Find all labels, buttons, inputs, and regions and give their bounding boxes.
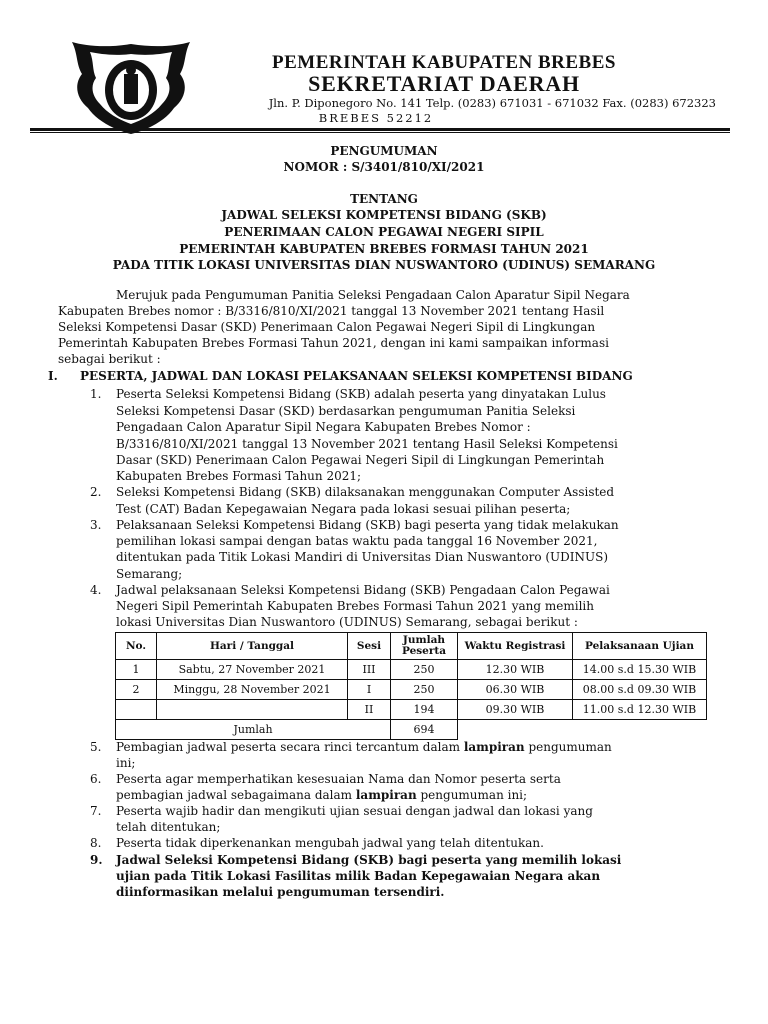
list-item-line: Negeri Sipil Pemerintah Kabupaten Brebes Formasi Tahun 2021 yang memilih: [116, 599, 595, 613]
section-number: I.: [48, 369, 58, 383]
table-cell: [157, 700, 348, 720]
announcement-about: TENTANG: [350, 192, 418, 206]
header-secretariat: SEKRETARIAT DAERAH: [308, 71, 580, 96]
column-header: Pelaksanaan Ujian: [573, 633, 707, 660]
list-item-line: Peserta Seleksi Kompetensi Bidang (SKB) adalah peserta yang dinyatakan Lulus: [116, 387, 606, 401]
subject-line: PADA TITIK LOKASI UNIVERSITAS DIAN NUSWANTORO (UDINUS) SEMARANG: [112, 258, 656, 272]
text-fragment: pembagian jadwal sebagaimana dalam: [116, 788, 356, 802]
subject-line: JADWAL SELEKSI KOMPETENSI BIDANG (SKB): [221, 208, 547, 222]
item-number: 4.: [90, 583, 102, 597]
table-cell: 2: [116, 680, 157, 700]
column-header: Waktu Registrasi: [458, 633, 573, 660]
table-cell: 12.30 WIB: [458, 660, 573, 680]
header-address: Jln. P. Diponegoro No. 141 Telp. (0283) 671031 - 671032 Fax. (0283) 672323: [268, 96, 716, 110]
item-number: 6.: [90, 772, 102, 786]
item-number: 9.: [90, 853, 103, 867]
empty-cell: [573, 720, 707, 740]
total-value: 694: [391, 720, 458, 740]
text-fragment: Pembagian jadwal peserta secara rinci tercantum dalam: [116, 740, 464, 754]
list-item-line: [116, 739, 710, 755]
table-cell: 1: [116, 660, 157, 680]
column-header: No.: [116, 633, 157, 660]
item-number: 7.: [90, 804, 102, 818]
column-header: Sesi: [348, 633, 391, 660]
header-city: BREBES 52212: [318, 111, 434, 125]
text-fragment: pengumuman ini;: [416, 788, 528, 802]
list-item-line: Pengadaan Calon Aparatur Sipil Negara Kabupaten Brebes Nomor :: [116, 420, 531, 434]
intro-line: Kabupaten Brebes nomor : B/3316/810/XI/2021 tanggal 13 November 2021 tentang Hasil: [58, 304, 605, 318]
table-cell: 250: [391, 680, 458, 700]
item-number: 2.: [90, 485, 102, 499]
list-item-line: Jadwal pelaksanaan Seleksi Kompetensi Bidang (SKB) Pengadaan Calon Pegawai: [116, 583, 610, 597]
table-cell: 09.30 WIB: [458, 700, 573, 720]
intro-line: Merujuk pada Pengumuman Panitia Seleksi Pengadaan Calon Aparatur Sipil Negara: [116, 288, 630, 302]
list-item-line: Kabupaten Brebes Formasi Tahun 2021;: [116, 469, 362, 483]
list-item-line: Peserta wajib hadir dan mengikuti ujian sesuai dengan jadwal dan lokasi yang: [116, 804, 593, 818]
table-cell: 14.00 s.d 15.30 WIB: [573, 660, 707, 680]
text-fragment: pengumuman: [524, 740, 612, 754]
schedule-table: [115, 632, 707, 740]
table-cell: III: [348, 660, 391, 680]
announcement-number: NOMOR : S/3401/810/XI/2021: [283, 160, 485, 174]
table-cell: 08.00 s.d 09.30 WIB: [573, 680, 707, 700]
table-row: [116, 700, 707, 720]
table-row: [116, 660, 707, 680]
intro-line: sebagai berikut :: [58, 352, 161, 366]
table-cell: Sabtu, 27 November 2021: [157, 660, 348, 680]
list-item-line: Test (CAT) Badan Kepegawaian Negara pada lokasi sesuai pilihan peserta;: [116, 502, 571, 516]
list-item-line: lokasi Universitas Dian Nuswantoro (UDINUS) Semarang, sebagai berikut :: [116, 615, 578, 629]
subject-line: PEMERINTAH KABUPATEN BREBES FORMASI TAHUN 2021: [179, 242, 589, 256]
list-item-line: telah ditentukan;: [116, 820, 221, 834]
table-cell: II: [348, 700, 391, 720]
item-number: 1.: [90, 387, 102, 401]
announcement-label: PENGUMUMAN: [330, 144, 438, 158]
table-cell: [116, 700, 157, 720]
list-item-line: ditentukan pada Titik Lokasi Mandiri di Universitas Dian Nuswantoro (UDINUS): [116, 550, 609, 564]
list-item-line: ini;: [116, 756, 136, 770]
column-header: Jumlah Peserta: [391, 633, 458, 660]
list-item-line: Seleksi Kompetensi Dasar (SKD) berdasarkan pengumuman Panitia Seleksi: [116, 404, 576, 418]
table-cell: 11.00 s.d 12.30 WIB: [573, 700, 707, 720]
empty-cell: [458, 720, 573, 740]
brebes-emblem-icon: [66, 40, 196, 136]
list-item-line: Peserta agar memperhatikan kesesuaian Nama dan Nomor peserta serta: [116, 772, 561, 786]
table-cell: 194: [391, 700, 458, 720]
list-item-line: [116, 787, 527, 803]
lampiran-emphasis: lampiran: [463, 740, 525, 754]
table-cell: Minggu, 28 November 2021: [157, 680, 348, 700]
column-header: Hari / Tanggal: [157, 633, 348, 660]
list-item-line: Peserta tidak diperkenankan mengubah jadwal yang telah ditentukan.: [116, 836, 544, 850]
table-cell: 06.30 WIB: [458, 680, 573, 700]
header-divider-thin: [30, 132, 730, 133]
section-title: [48, 369, 633, 383]
table-cell: I: [348, 680, 391, 700]
subject-line: PENERIMAAN CALON PEGAWAI NEGERI SIPIL: [224, 225, 544, 239]
list-item-line: Seleksi Kompetensi Bidang (SKB) dilaksanakan menggunakan Computer Assisted: [116, 485, 615, 499]
list-item-line: Jadwal Seleksi Kompetensi Bidang (SKB) bagi peserta yang memilih lokasi: [116, 853, 622, 867]
item-number: 8.: [90, 836, 102, 850]
intro-line: Seleksi Kompetensi Dasar (SKD) Penerimaan Calon Pegawai Negeri Sipil di Lingkungan: [58, 320, 596, 334]
list-item-line: diinformasikan melalui pengumuman tersendiri.: [116, 885, 445, 899]
table-cell: 250: [391, 660, 458, 680]
table-header-row: [116, 633, 707, 660]
table-row: [116, 680, 707, 700]
list-item-line: B/3316/810/XI/2021 tanggal 13 November 2021 tentang Hasil Seleksi Kompetensi: [116, 437, 618, 451]
list-item-line: pemilihan lokasi sampai dengan batas waktu pada tanggal 16 November 2021,: [116, 534, 598, 548]
list-item-line: ujian pada Titik Lokasi Fasilitas milik Badan Kepegawaian Negara akan: [116, 869, 601, 883]
intro-line: Pemerintah Kabupaten Brebes Formasi Tahun 2021, dengan ini kami sampaikan informasi: [58, 336, 609, 350]
list-item-line: Pelaksanaan Seleksi Kompetensi Bidang (SKB) bagi peserta yang tidak melakukan: [116, 518, 619, 532]
item-number: 3.: [90, 518, 102, 532]
lampiran-emphasis: lampiran: [355, 788, 417, 802]
list-item-line: Dasar (SKD) Penerimaan Calon Pegawai Negeri Sipil di Lingkungan Pemerintah: [116, 453, 605, 467]
list-item-line: Semarang;: [116, 567, 183, 581]
header-divider: [30, 128, 730, 131]
total-label: Jumlah: [116, 720, 391, 740]
header-government: PEMERINTAH KABUPATEN BREBES: [272, 52, 616, 73]
section-title-text: PESERTA, JADWAL DAN LOKASI PELAKSANAAN SELEKSI KOMPETENSI BIDANG: [79, 369, 633, 383]
table-total-row: [116, 720, 707, 740]
item-number: 5.: [90, 740, 102, 754]
